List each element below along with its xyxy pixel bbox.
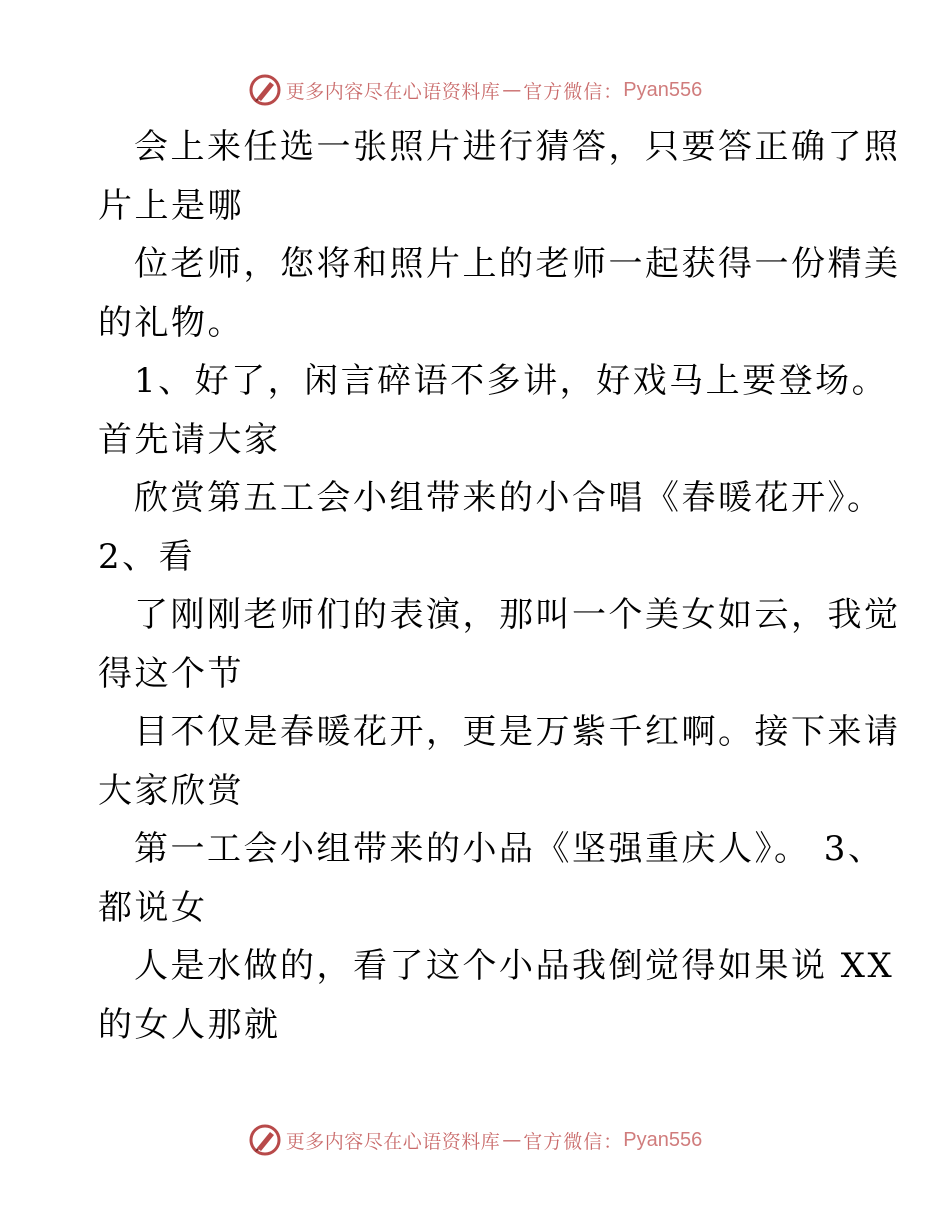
banner-dash: —: [502, 1129, 522, 1151]
text-line: 得这个节: [98, 653, 244, 694]
banner-wechat-label: 官方微信：: [523, 1130, 624, 1153]
text-line: 了刚刚老师们的表演，那叫一个美女如云，我觉: [134, 595, 901, 635]
banner-main-text: 更多内容尽在心语资料库: [285, 80, 501, 103]
banner-wechat-label: 官方微信：: [523, 80, 624, 103]
text-line: 片上是哪: [98, 185, 244, 226]
text-line: 第一工会小组带来的小品《坚强重庆人》。 3、: [134, 829, 885, 869]
text-line: 目不仅是春暖花开，更是万紫千红啊。接下来请: [134, 712, 901, 752]
text-line: 2、看: [98, 536, 196, 577]
text-line: 会上来任选一张照片进行猜答，只要答正确了照: [134, 127, 901, 167]
text-line: 首先请大家: [98, 419, 281, 460]
banner-wechat-id: Pyan556: [623, 1128, 703, 1151]
text-line: 人是水做的，看了这个小品我倒觉得如果说 XX: [134, 946, 895, 986]
banner-wechat-id: Pyan556: [623, 78, 703, 101]
pen-logo-icon: [248, 1123, 282, 1157]
pen-logo-icon: [248, 73, 282, 107]
text-line: 位老师，您将和照片上的老师一起获得一份精美: [134, 244, 901, 284]
text-line: 都说女: [98, 887, 208, 928]
document-body: [98, 118, 901, 1054]
text-line: 欣赏第五工会小组带来的小合唱《春暖花开》。: [134, 478, 884, 518]
text-line: 的礼物。: [98, 302, 244, 343]
page-footer-banner: [0, 1120, 950, 1160]
page-header-banner: [0, 70, 950, 110]
text-line: 1、好了，闲言碎语不多讲，好戏马上要登场。: [134, 361, 889, 401]
banner-dash: —: [502, 79, 522, 101]
text-line: 的女人那就: [98, 1004, 281, 1045]
text-line: 大家欣赏: [98, 770, 244, 811]
banner-main-text: 更多内容尽在心语资料库: [285, 1130, 501, 1153]
